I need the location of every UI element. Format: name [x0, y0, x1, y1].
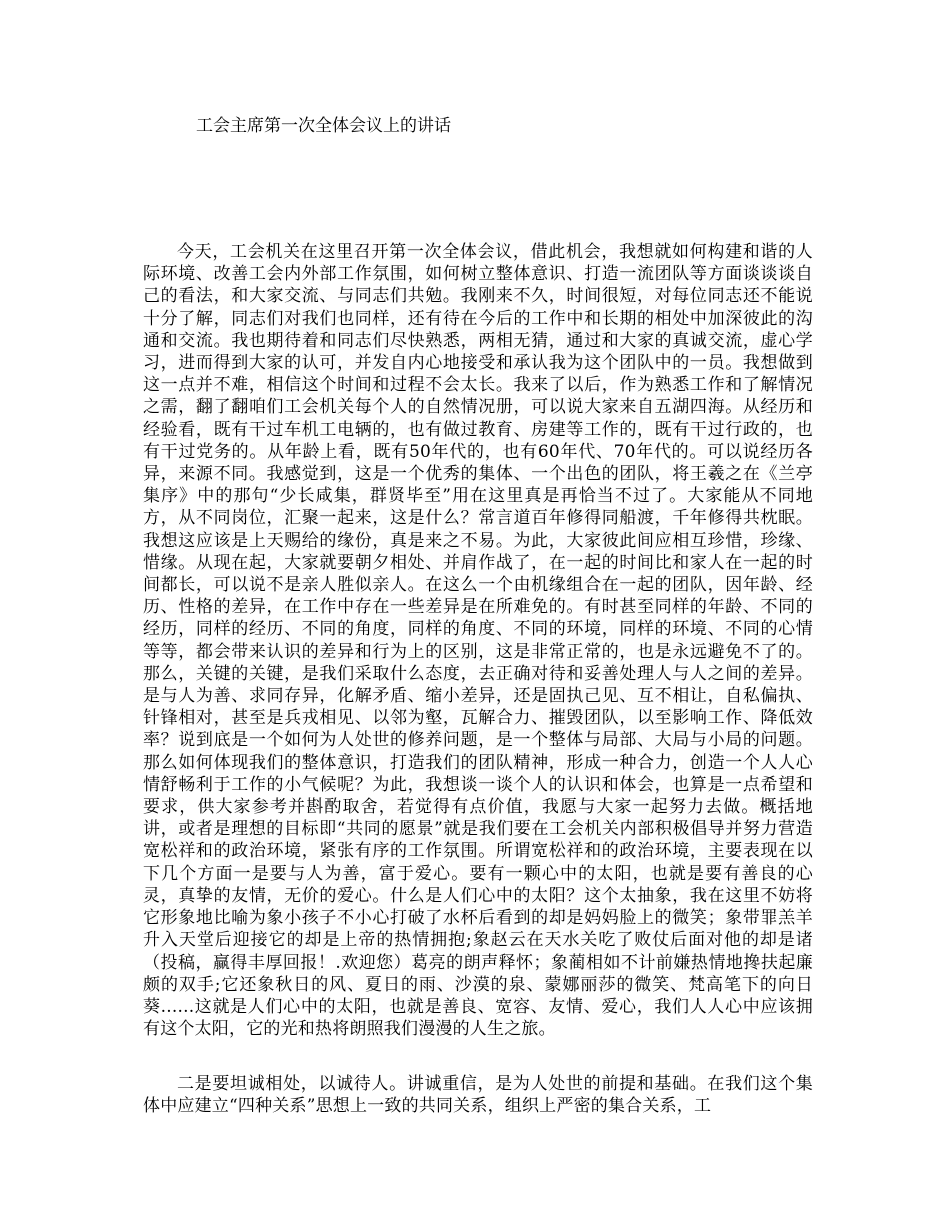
- body-paragraph-1: 今天，工会机关在这里召开第一次全体会议，借此机会，我想就如何构建和谐的人际环境、改善工会内外部工作氛围，如何树立整体意识、打造一流团队等方面谈谈谈自己的看法，和大家交流、与同志们共勉。我刚来不久，时间很短，对每位同志还不能说十分了解，同志们对我们也同样，还有待在今后的工作中和长期的相处中加深彼此的沟通和交流。我也期待着和同志们尽快熟悉，两相无猜，通过和大家的真诚交流，虚心学习，进而得到大家的认可，并发自内心地接受和承认我为这个团队中的一员。我想做到这一点并不难，相信这个时间和过程不会太长。我来了以后，作为熟悉工作和了解情况之需，翻了翻咱们工会机关每个人的自然情况册，可以说大家来自五湖四海。从经历和经验看，既有干过车机工电辆的，也有做过教育、房建等工作的，既有干过行政的，也有干过党务的。从年龄上看，既有50年代的，也有60年代、70年代的。可以说经历各异，来源不同。我感觉到，这是一个优秀的集体、一个出色的团队，将王羲之在《兰亭集序》中的那句“少长咸集，群贤毕至”用在这里真是再恰当不过了。大家能从不同地方，从不同岗位，汇聚一起来，这是什么？常言道百年修得同船渡，千年修得共枕眠。我想这应该是上天赐给的缘份，真是来之不易。为此，大家彼此间应相互珍惜，珍缘、惜缘。从现在起，大家就要朝夕相处、并肩作战了，在一起的时间比和家人在一起的时间都长，可以说不是亲人胜似亲人。在这么一个由机缘组合在一起的团队，因年龄、经历、性格的差异，在工作中存在一些差异是在所难免的。有时甚至同样的年龄、不同的经历，同样的经历、不同的角度，同样的角度、不同的环境，同样的环境、不同的心情等等，都会带来认识的差异和行为上的区别，这是非常正常的，也是永远避免不了的。那么，关键的关键，是我们采取什么态度，去正确对待和妥善处理人与人之间的差异。是与人为善、求同存异，化解矛盾、缩小差异，还是固执己见、互不相让，自私偏执、针锋相对，甚至是兵戎相见、以邻为壑，瓦解合力、摧毁团队，以至影响工作、降低效率？说到底是一个如何为人处世的修养问题，是一个整体与局部、大局与小局的问题。那么如何体现我们的整体意识，打造我们的团队精神，形成一种合力，创造一个人人心情舒畅利于工作的小气候呢？为此，我想谈一谈个人的认识和体会，也算是一点希望和要求，供大家参考并斟酌取舍，若觉得有点价值，我愿与大家一起努力去做。概括地讲，或者是理想的目标即“共同的愿景”就是我们要在工会机关内部积极倡导并努力营造宽松祥和的政治环境，紧张有序的工作氛围。所谓宽松祥和的政治环境，主要表现在以下几个方面一是要与人为善，富于爱心。要有一颗心中的太阳，也就是要有善良的心灵，真挚的友情，无价的爱心。什么是人们心中的太阳？这个太抽象，我在这里不妨将它形象地比喻为象小孩子不小心打破了水杯后看到的却是妈妈脸上的微笑；象带罪羔羊升入天堂后迎接它的却是上帝的热情拥抱;象赵云在天水关吃了败仗后面对他的却是诸（投稿，赢得丰厚回报！.欢迎您）葛亮的朗声释怀；象蔺相如不计前嫌热情地搀扶起廉颇的双手;它还象秋日的风、夏日的雨、沙漠的泉、蒙娜丽莎的微笑、梵高笔下的向日葵......这就是人们心中的太阳，也就是善良、宽容、友情、爱心，我们人人心中应该拥有这个太阳，它的光和热将朗照我们漫漫的人生之旅。: [143, 242, 813, 1040]
- document-title: 工会主席第一次全体会议上的讲话: [196, 116, 451, 136]
- body-paragraph-2: 二是要坦诚相处，以诚待人。讲诚重信，是为人处世的前提和基础。在我们这个集体中应建立“四种关系”思想上一致的共同关系，组织上严密的集合关系，工: [143, 1074, 813, 1117]
